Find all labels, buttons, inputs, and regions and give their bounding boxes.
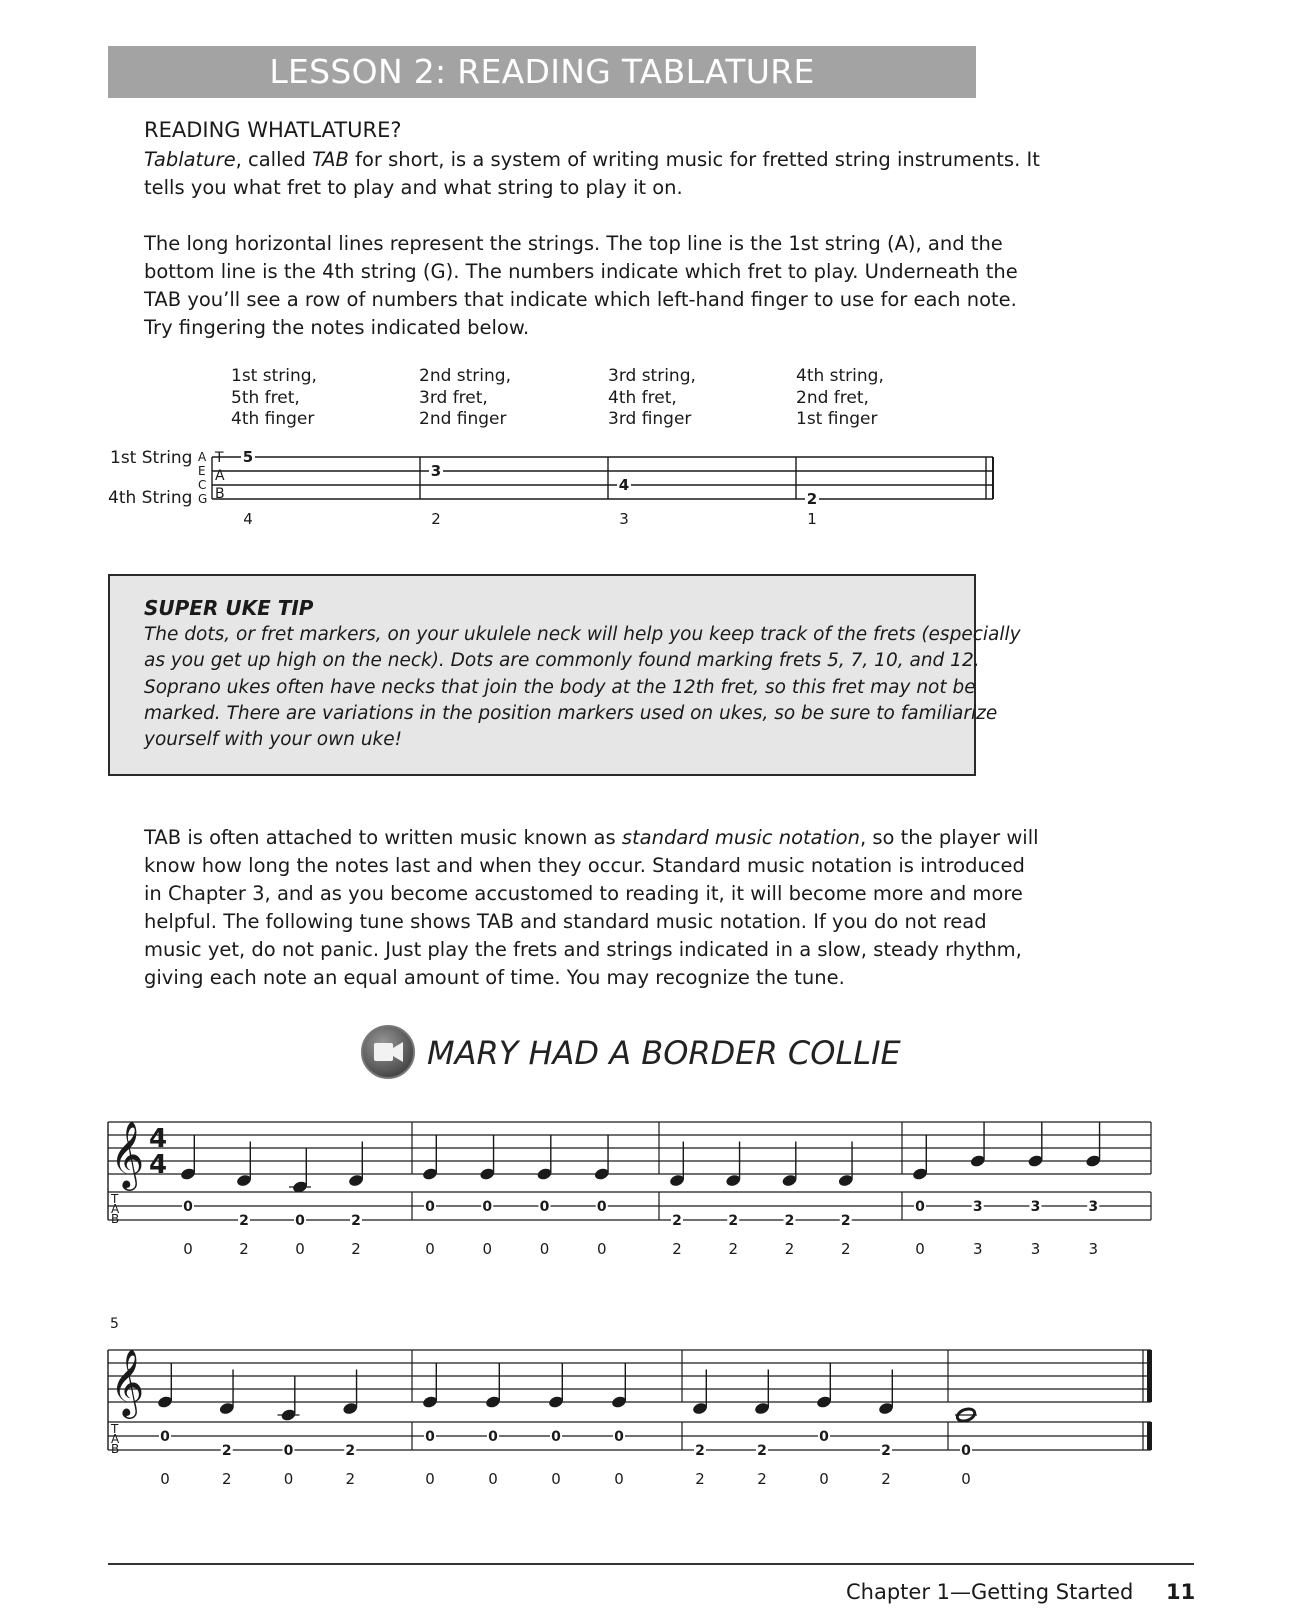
tune-title: MARY HAD A BORDER COLLIE <box>427 1034 901 1072</box>
tab-fret-number: 0 <box>614 1429 624 1445</box>
tip-title: SUPER UKE TIP <box>144 596 314 620</box>
footer-chapter: Chapter 1—Getting Started <box>846 1580 1134 1604</box>
tab-fret-number: 0 <box>819 1429 829 1445</box>
tab-fret-number: 0 <box>915 1199 925 1215</box>
tab-fret-number: 0 <box>961 1443 971 1459</box>
example-column-label: 4th string, 2nd fret, 1st finger <box>796 366 884 429</box>
tab-clef-letter: B <box>111 1212 120 1226</box>
tab-fret-number: 0 <box>183 1199 193 1215</box>
measure-number: 5 <box>110 1316 119 1332</box>
notation-paragraph <box>144 824 1039 992</box>
tab-clef-letter: A <box>111 1432 120 1446</box>
tab-fret-number: 2 <box>345 1443 356 1459</box>
tab-fret-number: 0 <box>539 1199 550 1215</box>
final-barline <box>1147 1422 1152 1450</box>
paragraph-line: know how long the notes last and when they occur. Standard music notation is introduced <box>144 854 1025 877</box>
finger-number: 2 <box>784 1240 795 1258</box>
finger-number: 0 <box>183 1240 193 1258</box>
tip-line: The dots, or fret markers, on your ukulele neck will help you keep track of the frets (especially <box>144 624 1021 645</box>
finger-number: 2 <box>881 1470 891 1488</box>
tab-fret-number: 2 <box>840 1213 851 1229</box>
footer-rule <box>108 1563 1194 1565</box>
video-icon[interactable] <box>360 1024 416 1080</box>
tab-fret-number: 3 <box>1088 1199 1099 1215</box>
string-letter: G <box>198 492 208 506</box>
tab-fret-number: 3 <box>972 1199 983 1215</box>
tab-clef-letter: T <box>111 1192 119 1206</box>
paragraph-line: giving each note an equal amount of time. You may recognize the tune. <box>144 966 845 989</box>
tune-score <box>0 1095 1294 1515</box>
finger-number: 0 <box>915 1240 925 1258</box>
tab-fret-number: 0 <box>425 1429 435 1445</box>
tip-body <box>144 622 1021 753</box>
finger-number: 0 <box>551 1470 561 1488</box>
example-column-label: 1st string, 5th fret, 4th finger <box>231 366 317 429</box>
intro-line: tells you what fret to play and what string to play it on. <box>144 176 683 199</box>
tab-fret-number: 2 <box>221 1443 232 1459</box>
string-label-top: 1st String <box>110 448 193 468</box>
finger-number: 3 <box>1088 1240 1099 1258</box>
finger-number: 2 <box>221 1470 232 1488</box>
paragraph-text: , so the player will <box>859 826 1039 849</box>
intro-term-tablature: Tablature <box>144 148 236 171</box>
string-letter: A <box>198 450 207 464</box>
paragraph-line: The long horizontal lines represent the strings. The top line is the 1st string (A), and the <box>144 232 1003 255</box>
tab-fret-number: 2 <box>757 1443 767 1459</box>
tip-line: as you get up high on the neck). Dots are commonly found marking frets 5, 7, 10, and 12. <box>144 650 980 672</box>
string-label-bottom: 4th String <box>108 488 193 508</box>
treble-clef: 𝄞 <box>110 1348 145 1416</box>
finger-number: 2 <box>840 1240 851 1258</box>
tab-fret-number: 0 <box>482 1199 493 1215</box>
paragraph-line: helpful. The following tune shows TAB and standard music notation. If you do not read <box>144 910 987 933</box>
finger-number: 1 <box>807 510 817 528</box>
finger-number: 0 <box>596 1240 607 1258</box>
tab-fret-number: 0 <box>596 1199 607 1215</box>
intro-paragraph <box>144 146 1040 202</box>
finger-number: 3 <box>1030 1240 1041 1258</box>
string-letter: C <box>198 478 207 492</box>
tab-clef-letter: A <box>215 468 225 484</box>
finger-number: 0 <box>425 1240 435 1258</box>
tab-fret-number: 0 <box>488 1429 498 1445</box>
tab-fret-number: 0 <box>283 1443 294 1459</box>
tab-fret-number: 2 <box>728 1213 739 1229</box>
tab-fret-number: 0 <box>160 1429 170 1445</box>
tab-clef-letter: B <box>111 1442 120 1456</box>
finger-number: 0 <box>819 1470 829 1488</box>
intro-text: for short, is a system of writing music for fretted string instruments. It <box>348 148 1040 171</box>
tab-fret-number: 5 <box>242 448 254 466</box>
tab-fret-number: 3 <box>1030 1199 1041 1215</box>
tab-fret-number: 3 <box>430 462 442 480</box>
paragraph-line: Try fingering the notes indicated below. <box>144 316 530 339</box>
finger-number: 2 <box>695 1470 705 1488</box>
tab-fret-number: 2 <box>672 1213 682 1229</box>
finger-number: 2 <box>345 1470 356 1488</box>
intro-term-tab: TAB <box>312 148 349 171</box>
time-signature-bottom: 4 <box>148 1150 168 1180</box>
tab-fret-number: 0 <box>295 1213 305 1229</box>
tip-line: yourself with your own uke! <box>144 729 403 751</box>
finger-number: 0 <box>614 1470 624 1488</box>
tip-line: Soprano ukes often have necks that join the body at the 12th fret, so this fret may not be <box>144 676 976 698</box>
section-heading: READING WHATLATURE? <box>144 118 402 142</box>
tab-clef-letter: T <box>111 1422 119 1436</box>
finger-number: 2 <box>757 1470 767 1488</box>
finger-number: 0 <box>295 1240 305 1258</box>
finger-number: 2 <box>351 1240 361 1258</box>
tab-fret-number: 4 <box>618 476 630 494</box>
tab-fret-number: 2 <box>695 1443 705 1459</box>
string-letter: E <box>198 464 206 478</box>
example-column-label: 3rd string, 4th fret, 3rd finger <box>608 366 696 429</box>
time-signature-top: 4 <box>148 1124 168 1154</box>
finger-number: 0 <box>539 1240 550 1258</box>
tab-fret-number: 0 <box>425 1199 435 1215</box>
finger-number: 0 <box>160 1470 170 1488</box>
intro-text: , called <box>235 148 313 171</box>
tip-line: marked. There are variations in the position markers used on ukes, so be sure to familiarize <box>144 702 998 724</box>
example-column-label: 2nd string, 3rd fret, 2nd finger <box>419 366 511 429</box>
finger-number: 4 <box>243 510 253 528</box>
tab-fret-number: 2 <box>351 1213 361 1229</box>
finger-number: 0 <box>283 1470 294 1488</box>
finger-number: 0 <box>961 1470 971 1488</box>
page-number: 11 <box>1166 1580 1196 1604</box>
treble-clef: 𝄞 <box>110 1120 145 1188</box>
finger-number: 3 <box>619 510 629 528</box>
tab-fret-number: 2 <box>239 1213 249 1229</box>
term-standard-notation: standard music notation <box>621 826 860 849</box>
finger-number: 2 <box>239 1240 249 1258</box>
tab-fret-number: 0 <box>551 1429 561 1445</box>
finger-number: 2 <box>431 510 441 528</box>
tab-clef-letter: A <box>111 1202 120 1216</box>
finger-number: 0 <box>425 1470 435 1488</box>
example-tab-staff <box>0 440 1294 540</box>
tab-clef-letter: B <box>215 486 225 502</box>
tab-fret-number: 2 <box>881 1443 891 1459</box>
tab-fret-number: 2 <box>806 490 818 508</box>
finger-number: 2 <box>672 1240 682 1258</box>
strings-paragraph <box>144 230 1018 342</box>
finger-number: 2 <box>728 1240 739 1258</box>
paragraph-line: in Chapter 3, and as you become accustomed to reading it, it will become more and more <box>144 882 1023 905</box>
tab-clef-letter: T <box>215 450 224 466</box>
lesson-banner: LESSON 2: READING TABLATURE <box>108 46 976 98</box>
finger-number: 0 <box>482 1240 493 1258</box>
finger-number: 3 <box>972 1240 983 1258</box>
final-barline <box>1147 1350 1152 1402</box>
paragraph-line: TAB you’ll see a row of numbers that indicate which left-hand finger to use for each note. <box>144 288 1017 311</box>
paragraph-text: TAB is often attached to written music known as <box>144 826 622 849</box>
paragraph-line: bottom line is the 4th string (G). The numbers indicate which fret to play. Underneath the <box>144 260 1018 283</box>
tab-fret-number: 2 <box>784 1213 795 1229</box>
finger-number: 0 <box>488 1470 498 1488</box>
paragraph-line: music yet, do not panic. Just play the frets and strings indicated in a slow, steady rhythm, <box>144 938 1022 961</box>
